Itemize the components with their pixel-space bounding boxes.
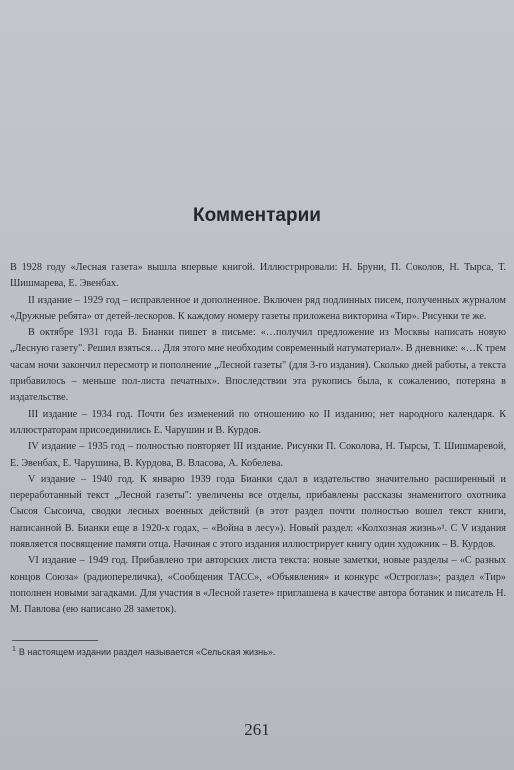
footnote-text: В настоящем издании раздел называется «Сельская жизнь». xyxy=(18,647,276,657)
paragraph-edition-4: IV издание – 1935 год – полностью повторяет III издание. Рисунки П. Соколова, Н. Тырсы, Т. Шишмаревой, Е. Эвенбах, Е. Чарушина, В. Курдова, В. Власова, А. Кобелева. xyxy=(10,441,506,469)
paragraph-edition-6: VI издание – 1949 год. Прибавлено три авторских листа текста: новые заметки, новые разделы – «С разных концов Союза» (радиопереличка), «Сообщения ТАСС», «Объявления» и конкурс «Остроглаз»; раздел «Тир» пополнен новыми загадками. Для участия в «Лесной газете» приглашена в качестве автора ботаник и писатель Н. М. Павлова (ею написано 28 заметок). xyxy=(10,555,506,616)
comments-body xyxy=(10,260,506,619)
footnote-marker: 1 xyxy=(12,646,16,653)
paragraph-1928: В 1928 году «Лесная газета» вышла впервые книгой. Иллюстрировали: Н. Бруни, П. Соколов, Н. Тырса, Т. Шишмарева, Е. Эвенбах. xyxy=(10,262,506,290)
footnote-divider xyxy=(12,640,98,641)
paragraph-edition-2: II издание – 1929 год – исправленное и дополненное. Включен ряд подлинных писем, полученных журналом «Дружные ребята» от детей-лескоров. К каждому номеру газеты приложена викторина «Тир». Рисунки те же. xyxy=(10,294,506,322)
paragraph-edition-3: III издание – 1934 год. Почти без изменений по отношению ко II изданию; нет народного календаря. К иллюстраторам присоединились Е. Чарушин и В. Курдов. xyxy=(10,408,506,436)
section-heading: Комментарии xyxy=(193,205,321,226)
footnote xyxy=(12,646,492,657)
paragraph-edition-5: V издание – 1940 год. К январю 1939 года Бианки сдал в издательство значительно расширенный и переработанный текст „Лесной газеты": увеличены все отделы, прибавлены рассказы знаменитого охотника Сысоя Сысоича, сводки лесных военных действий (в этот раздел почти полностью вошел текст книги, написанной В. Бианки еще в 1920-х годах, – «Война в лесу»). Новый раздел: «Колхозная жизнь»¹. С V издания появляется посвящение памяти отца. Начиная с этого издания иллюстрирует книгу один художник – В. Курдов. xyxy=(10,473,506,551)
paragraph-1931-letter: В октябре 1931 года В. Бианки пишет в письме: «…получил предложение из Москвы написать новую „Лесную газету". Решил взяться… Для этого мне необходим современный натуматериал». В дневнике: «…К трем часам ночи закончил пересмотр и пополнение „Лесной газеты" (для 3-го издания). Сколько дней работы, а текста прибавилось – меньше пол-листа печатных». Впоследствии эта рукопись была, к сожалению, потеряна в издательстве. xyxy=(10,327,506,404)
page-number: 261 xyxy=(244,720,270,739)
